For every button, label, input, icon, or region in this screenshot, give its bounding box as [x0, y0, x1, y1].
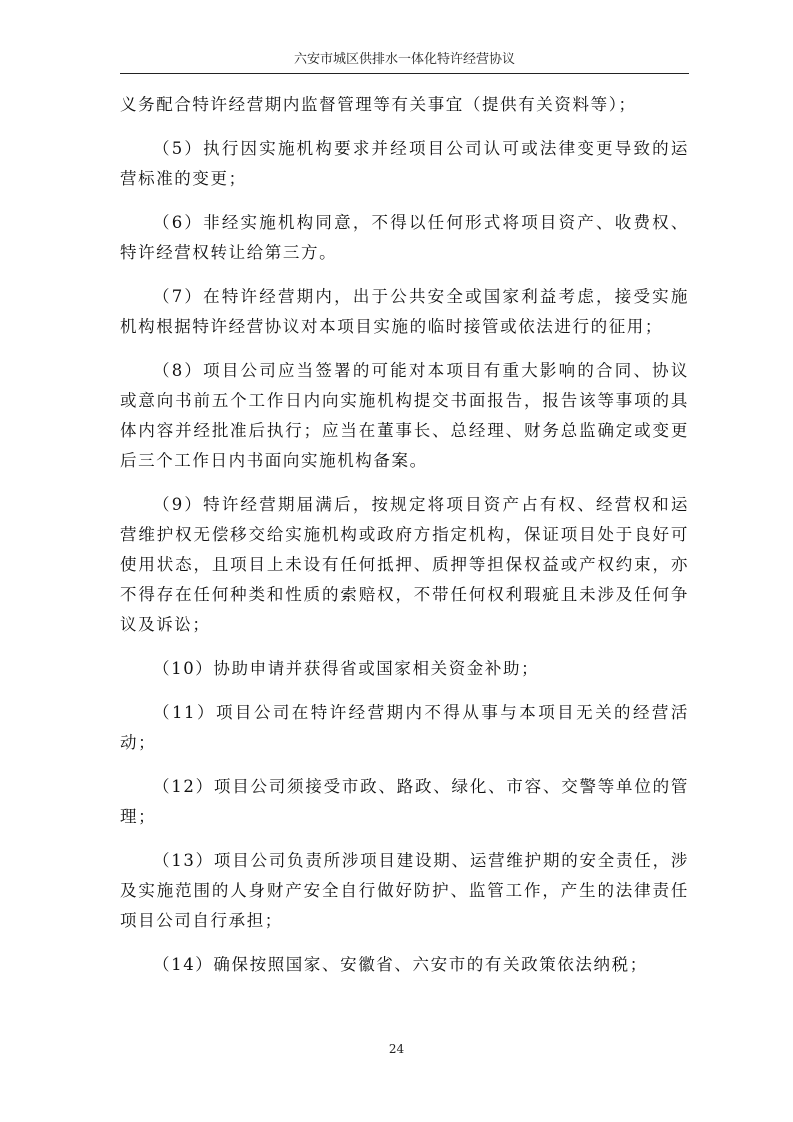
document-body [120, 90, 689, 994]
page-number: 24 [388, 1042, 405, 1056]
paragraph-continuation: 义务配合特许经营期内监督管理等有关事宜（提供有关资料等）； [120, 95, 637, 114]
clause-7: （7）在特许经营期内，出于公共安全或国家利益考虑，接受实施机构根据特许经营协议对本项目实施的临时接管或依法进行的征用； [120, 287, 689, 336]
clause-10: （10）协助申请并获得省或国家相关资金补助； [153, 659, 540, 678]
clause-13: （13）项目公司负责所涉项目建设期、运营维护期的安全责任，涉及实施范围的人身财产安全自行做好防护、监管工作，产生的法律责任项目公司自行承担； [120, 851, 689, 930]
clause-11: （11）项目公司在特许经营期内不得从事与本项目无关的经营活动； [120, 703, 689, 752]
clause-12: （12）项目公司须接受市政、路政、绿化、市容、交警等单位的管理； [120, 777, 689, 826]
clause-5: （5）执行因实施机构要求并经项目公司认可或法律变更导致的运营标准的变更； [120, 139, 689, 188]
clause-9: （9）特许经营期届满后，按规定将项目资产占有权、经营权和运营维护权无偿移交给实施机构或政府方指定机构，保证项目处于良好可使用状态，且项目上未设有任何抵押、质押等担保权益或产权约束，亦不得存在任何种类和性质的索赔权，不带任何权利瑕疵且未涉及任何争议及诉讼； [120, 495, 689, 634]
clause-8: （8）项目公司应当签署的可能对本项目有重大影响的合同、协议或意向书前五个工作日内向实施机构提交书面报告，报告该等事项的具体内容并经批准后执行；应当在董事长、总经理、财务总监确定或变更后三个工作日内书面向实施机构备案。 [120, 361, 689, 470]
clause-14: （14）确保按照国家、安徽省、六安市的有关政策依法纳税； [153, 955, 648, 974]
clause-6: （6）非经实施机构同意，不得以任何形式将项目资产、收费权、特许经营权转让给第三方。 [120, 213, 689, 262]
header-rule [120, 73, 689, 74]
page-header: 六安市城区供排水一体化特许经营协议 [293, 52, 515, 67]
